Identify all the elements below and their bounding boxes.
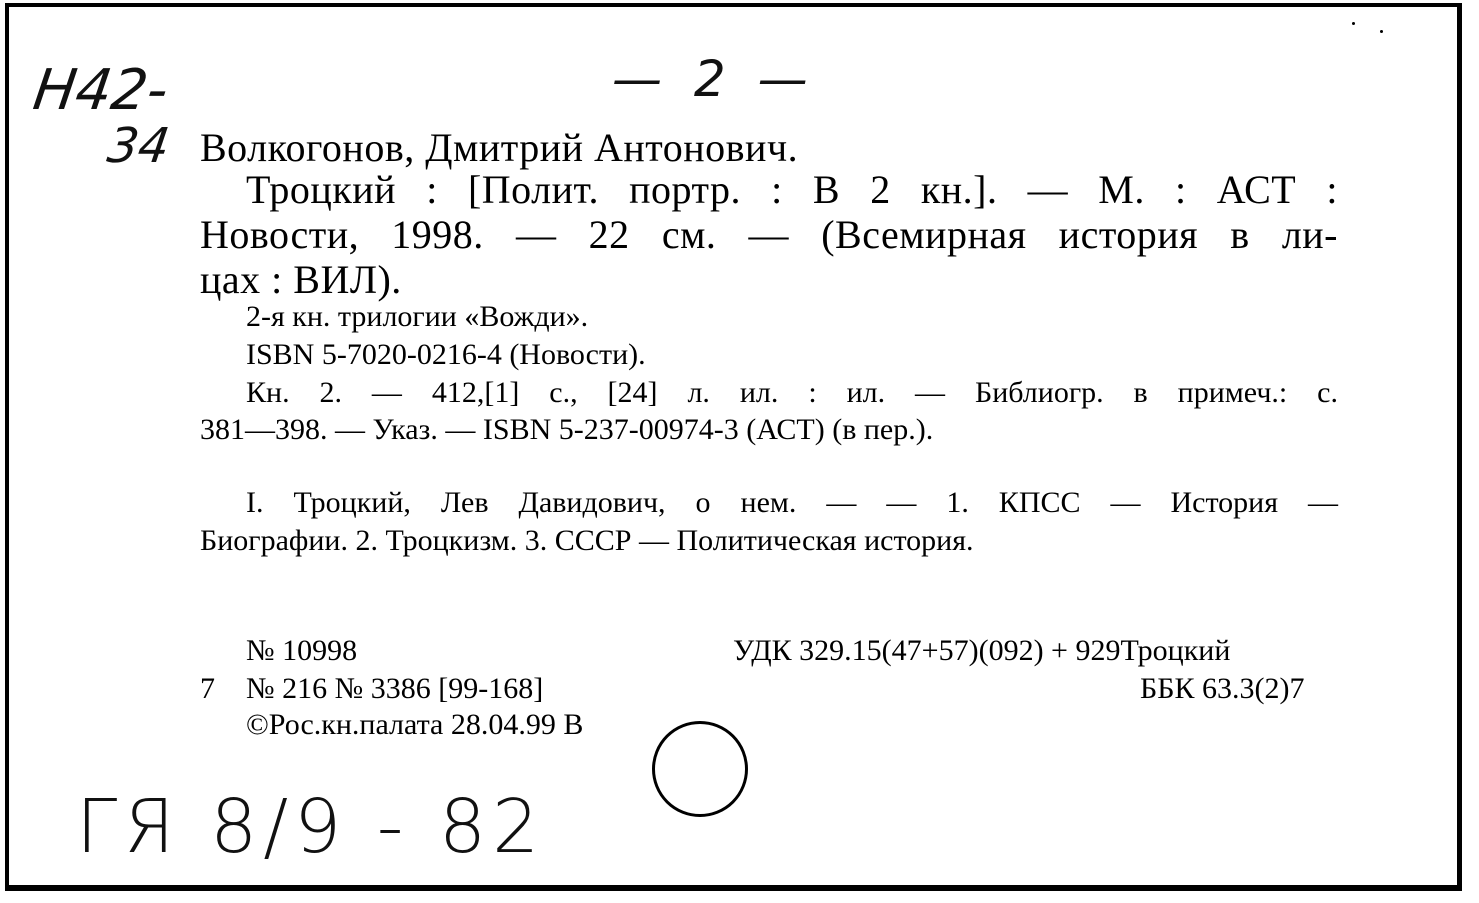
speck xyxy=(1352,22,1355,25)
udk-code: УДК 329.15(47+57)(092) + 929Троцкий xyxy=(733,634,1231,667)
handwritten-shelfmark-bottom: ГЯ 8/9 - 82 xyxy=(76,784,546,870)
page-mark: — 2 — xyxy=(612,50,816,108)
volume-line-1: Кн. 2. — 412,[1] с., [24] л. ил. : ил. — Библиогр. в примеч.: с. xyxy=(246,376,1338,409)
note-trilogy: 2-я кн. трилогии «Вожди». xyxy=(246,300,589,333)
note-isbn: ISBN 5-7020-0216-4 (Новости). xyxy=(246,338,646,371)
title-line-2: Новости, 1998. — 22 см. — (Всемирная история в ли- xyxy=(200,212,1338,257)
handwritten-shelfmark-top-sub: 34 xyxy=(104,118,174,174)
title-line-3: цах : ВИЛ). xyxy=(200,257,402,302)
volume-line-2: 381—398. — Указ. — ISBN 5-237-00974-3 (АСТ) (в пер.). xyxy=(200,413,934,446)
punched-hole xyxy=(652,721,748,817)
digit-seven: 7 xyxy=(200,672,215,705)
handwritten-shelfmark-top: Н42- xyxy=(29,58,173,123)
title-line-1: Троцкий : [Полит. портр. : В 2 кн.]. — М. : АСТ : xyxy=(246,167,1338,212)
speck xyxy=(1380,30,1383,33)
bbk-code: ББК 63.3(2)7 xyxy=(1140,672,1305,705)
author-heading: Волкогонов, Дмитрий Антонович. xyxy=(200,125,799,170)
subjects-line-2: Биографии. 2. Троцкизм. 3. СССР — Политическая история. xyxy=(200,524,974,557)
copyright-line: ©Рос.кн.палата 28.04.99 В xyxy=(246,708,584,741)
subjects-line-1: I. Троцкий, Лев Давидович, о нем. — — 1. КПСС — История — xyxy=(246,486,1338,519)
registration-numbers: № 216 № 3386 [99-168] xyxy=(246,672,544,705)
record-number: № 10998 xyxy=(246,634,358,667)
